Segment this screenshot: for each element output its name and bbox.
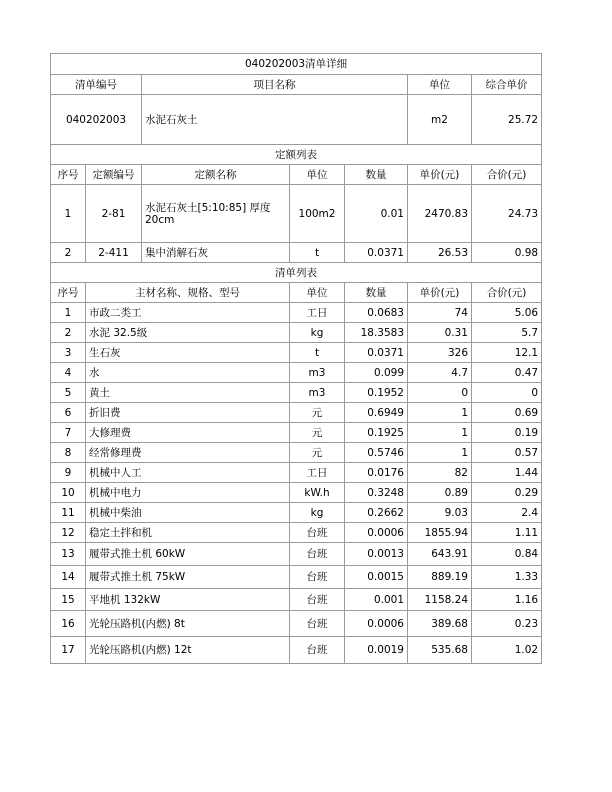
list-seq-header: 序号 [51, 283, 86, 303]
list-total: 0.69 [472, 403, 542, 423]
list-seq: 17 [51, 637, 86, 664]
list-total: 1.44 [472, 463, 542, 483]
list-unit: 元 [290, 403, 345, 423]
list-qty: 0.0006 [345, 611, 408, 637]
list-qty: 0.0015 [345, 566, 408, 589]
list-row [51, 363, 542, 383]
list-row [51, 589, 542, 611]
bill-name: 水泥石灰土 [142, 95, 408, 145]
quota-seq: 2 [51, 243, 86, 263]
list-row [51, 566, 542, 589]
list-total: 0.19 [472, 423, 542, 443]
list-unit: kg [290, 503, 345, 523]
list-seq: 9 [51, 463, 86, 483]
bill-detail-table [50, 53, 542, 664]
list-total: 1.11 [472, 523, 542, 543]
bill-header-row [51, 75, 542, 95]
list-section-title: 清单列表 [51, 263, 542, 283]
list-total: 1.33 [472, 566, 542, 589]
quota-seq: 1 [51, 185, 86, 243]
bill-name-header: 项目名称 [142, 75, 408, 95]
list-unit-price: 9.03 [408, 503, 472, 523]
quota-unit-price: 26.53 [408, 243, 472, 263]
quota-qty: 0.01 [345, 185, 408, 243]
list-unit-price: 1 [408, 443, 472, 463]
quota-total-header: 合价(元) [472, 165, 542, 185]
quota-total: 0.98 [472, 243, 542, 263]
list-unit-price: 889.19 [408, 566, 472, 589]
list-qty: 0.3248 [345, 483, 408, 503]
list-unit: 台班 [290, 637, 345, 664]
list-seq: 6 [51, 403, 86, 423]
list-total: 5.7 [472, 323, 542, 343]
list-unit: 工日 [290, 463, 345, 483]
list-unit: t [290, 343, 345, 363]
list-name: 光轮压路机(内燃) 12t [86, 637, 290, 664]
list-row [51, 523, 542, 543]
quota-unit: t [290, 243, 345, 263]
list-qty: 0.1952 [345, 383, 408, 403]
quota-name-header: 定额名称 [142, 165, 290, 185]
list-seq: 8 [51, 443, 86, 463]
list-qty: 0.0176 [345, 463, 408, 483]
list-seq: 4 [51, 363, 86, 383]
quota-unit-price-header: 单价(元) [408, 165, 472, 185]
list-total: 0.47 [472, 363, 542, 383]
list-unit-price-header: 单价(元) [408, 283, 472, 303]
list-row [51, 483, 542, 503]
list-qty: 0.1925 [345, 423, 408, 443]
quota-code: 2-81 [86, 185, 142, 243]
list-name: 大修理费 [86, 423, 290, 443]
table-title: 040202003清单详细 [51, 54, 542, 75]
list-seq: 3 [51, 343, 86, 363]
list-row [51, 323, 542, 343]
quota-code: 2-411 [86, 243, 142, 263]
list-qty: 0.001 [345, 589, 408, 611]
list-total-header: 合价(元) [472, 283, 542, 303]
bill-code: 040202003 [51, 95, 142, 145]
quota-header-row [51, 165, 542, 185]
list-unit-price: 389.68 [408, 611, 472, 637]
list-unit-price: 74 [408, 303, 472, 323]
list-qty: 0.0019 [345, 637, 408, 664]
list-seq: 12 [51, 523, 86, 543]
list-qty: 0.5746 [345, 443, 408, 463]
list-qty: 0.0006 [345, 523, 408, 543]
quota-code-header: 定额编号 [86, 165, 142, 185]
list-row [51, 383, 542, 403]
quota-unit: 100m2 [290, 185, 345, 243]
list-total: 1.16 [472, 589, 542, 611]
quota-unit-header: 单位 [290, 165, 345, 185]
list-name-header: 主材名称、规格、型号 [86, 283, 290, 303]
list-row [51, 503, 542, 523]
list-unit: 元 [290, 423, 345, 443]
list-qty: 0.0013 [345, 543, 408, 566]
list-name: 黄土 [86, 383, 290, 403]
list-total: 1.02 [472, 637, 542, 664]
list-unit: m3 [290, 383, 345, 403]
list-row [51, 303, 542, 323]
list-unit: 台班 [290, 611, 345, 637]
list-name: 光轮压路机(内燃) 8t [86, 611, 290, 637]
bill-unit-header: 单位 [408, 75, 472, 95]
list-row [51, 403, 542, 423]
list-unit: m3 [290, 363, 345, 383]
material-list [51, 303, 542, 664]
list-total: 0.23 [472, 611, 542, 637]
list-unit-price: 1 [408, 423, 472, 443]
list-name: 稳定土拌和机 [86, 523, 290, 543]
list-total: 5.06 [472, 303, 542, 323]
list-unit: 台班 [290, 523, 345, 543]
list-qty: 0.0371 [345, 343, 408, 363]
bill-unit: m2 [408, 95, 472, 145]
list-seq: 14 [51, 566, 86, 589]
list-qty: 0.099 [345, 363, 408, 383]
title-row [51, 54, 542, 75]
list-row [51, 611, 542, 637]
list-qty: 18.3583 [345, 323, 408, 343]
list-name: 水泥 32.5级 [86, 323, 290, 343]
list-unit-price: 1158.24 [408, 589, 472, 611]
quota-row [51, 243, 542, 263]
list-unit-price: 535.68 [408, 637, 472, 664]
list-row [51, 543, 542, 566]
quota-seq-header: 序号 [51, 165, 86, 185]
list-seq: 11 [51, 503, 86, 523]
list-unit-price: 0 [408, 383, 472, 403]
list-seq: 1 [51, 303, 86, 323]
list-unit: 元 [290, 443, 345, 463]
list-name: 机械中柴油 [86, 503, 290, 523]
bill-code-header: 清单编号 [51, 75, 142, 95]
list-qty-header: 数量 [345, 283, 408, 303]
quota-unit-price: 2470.83 [408, 185, 472, 243]
quota-qty-header: 数量 [345, 165, 408, 185]
list-unit-price: 1 [408, 403, 472, 423]
list-qty: 0.2662 [345, 503, 408, 523]
list-row [51, 423, 542, 443]
quota-row [51, 185, 542, 243]
list-name: 市政二类工 [86, 303, 290, 323]
list-header-row [51, 283, 542, 303]
quota-total: 24.73 [472, 185, 542, 243]
list-name: 折旧费 [86, 403, 290, 423]
list-name: 水 [86, 363, 290, 383]
list-seq: 16 [51, 611, 86, 637]
list-unit-price: 326 [408, 343, 472, 363]
list-seq: 15 [51, 589, 86, 611]
list-row [51, 443, 542, 463]
list-total: 2.4 [472, 503, 542, 523]
list-row [51, 463, 542, 483]
list-unit: 台班 [290, 543, 345, 566]
quota-section-title: 定额列表 [51, 145, 542, 165]
list-unit-price: 82 [408, 463, 472, 483]
list-section-row [51, 263, 542, 283]
list-unit: 工日 [290, 303, 345, 323]
quota-section-row [51, 145, 542, 165]
bill-price-header: 综合单价 [472, 75, 542, 95]
list-seq: 7 [51, 423, 86, 443]
list-name: 履带式推土机 75kW [86, 566, 290, 589]
list-seq: 10 [51, 483, 86, 503]
list-qty: 0.6949 [345, 403, 408, 423]
list-unit: kg [290, 323, 345, 343]
quota-name: 集中消解石灰 [142, 243, 290, 263]
list-seq: 13 [51, 543, 86, 566]
list-name: 机械中人工 [86, 463, 290, 483]
list-total: 0.29 [472, 483, 542, 503]
list-name: 生石灰 [86, 343, 290, 363]
list-name: 经常修理费 [86, 443, 290, 463]
list-unit-price: 0.89 [408, 483, 472, 503]
list-qty: 0.0683 [345, 303, 408, 323]
list-unit-price: 1855.94 [408, 523, 472, 543]
list-name: 平地机 132kW [86, 589, 290, 611]
list-seq: 2 [51, 323, 86, 343]
list-total: 0.57 [472, 443, 542, 463]
list-row [51, 637, 542, 664]
list-seq: 5 [51, 383, 86, 403]
list-name: 机械中电力 [86, 483, 290, 503]
list-total: 0 [472, 383, 542, 403]
list-row [51, 343, 542, 363]
list-name: 履带式推土机 60kW [86, 543, 290, 566]
bill-price: 25.72 [472, 95, 542, 145]
list-unit-price: 0.31 [408, 323, 472, 343]
list-unit: 台班 [290, 589, 345, 611]
list-unit: 台班 [290, 566, 345, 589]
list-unit-price: 643.91 [408, 543, 472, 566]
list-total: 0.84 [472, 543, 542, 566]
list-total: 12.1 [472, 343, 542, 363]
quota-name: 水泥石灰土[5:10:85] 厚度20cm [142, 185, 290, 243]
list-unit-header: 单位 [290, 283, 345, 303]
list-unit: kW.h [290, 483, 345, 503]
bill-row [51, 95, 542, 145]
quota-qty: 0.0371 [345, 243, 408, 263]
list-unit-price: 4.7 [408, 363, 472, 383]
